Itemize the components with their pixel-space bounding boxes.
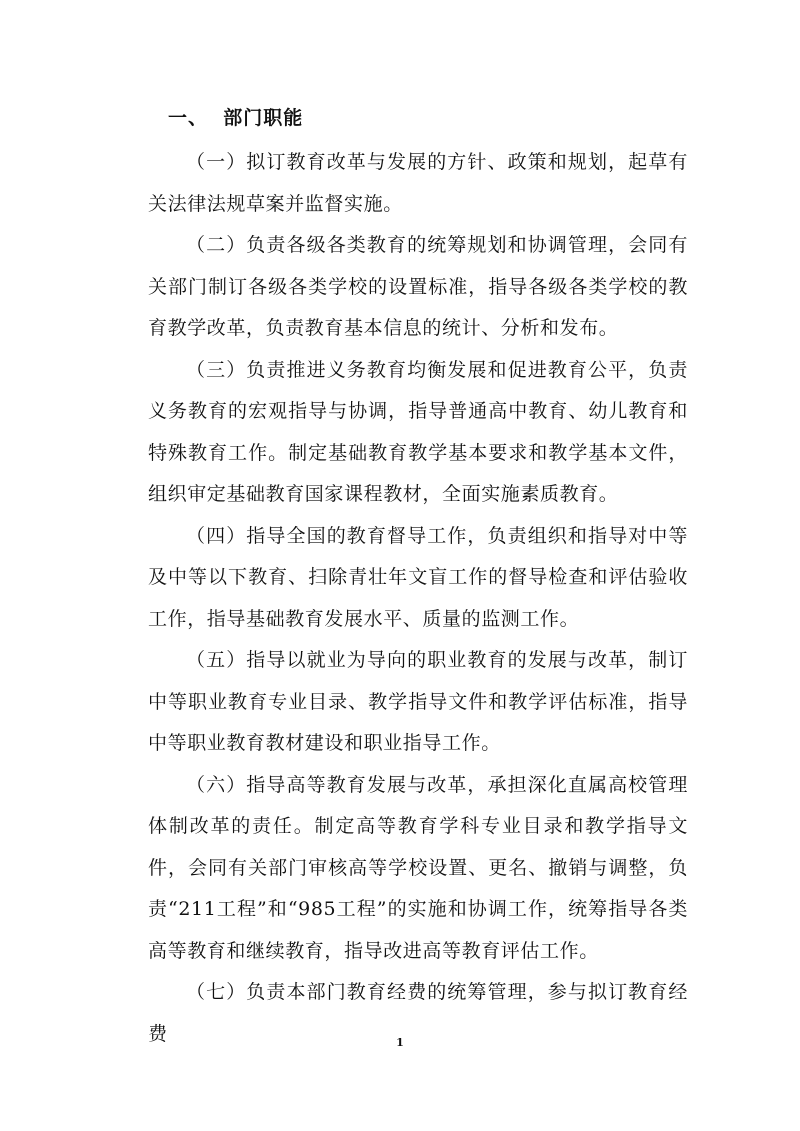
paragraph-2: （二）负责各级各类教育的统筹规划和协调管理，会同有关部门制订各级各类学校的设置标准，指导各级各类学校的教育教学改革，负责教育基本信息的统计、分析和发布。: [148, 234, 688, 339]
paragraph-4: （四）指导全国的教育督导工作，负责组织和指导对中等及中等以下教育、扫除青壮年文盲工作的督导检查和评估验收工作，指导基础教育发展水平、质量的监测工作。: [148, 524, 688, 630]
paragraph-7: （七）负责本部门教育经费的统筹管理，参与拟订教育经费: [148, 981, 688, 1045]
page-number: 1: [396, 1036, 404, 1049]
section-heading: 一、 部门职能: [168, 107, 304, 129]
paragraph-3: （三）负责推进义务教育均衡发展和促进教育公平，负责义务教育的宏观指导与协调，指导普通高中教育、幼儿教育和特殊教育工作。制定基础教育教学基本要求和教学基本文件，组织审定基础教育国家课程教材，全面实施素质教育。: [148, 358, 688, 505]
paragraph-6: （六）指导高等教育发展与改革，承担深化直属高校管理体制改革的责任。制定高等教育学科专业目录和教学指导文件，会同有关部门审核高等学校设置、更名、撤销与调整，负责“211工程”和“985工程”的实施和协调工作，统筹指导各类高等教育和继续教育，指导改进高等教育评估工作。: [148, 773, 688, 962]
paragraph-5: （五）指导以就业为导向的职业教育的发展与改革，制订中等职业教育专业目录、教学指导文件和教学评估标准，指导中等职业教育教材建设和职业指导工作。: [148, 649, 688, 754]
paragraph-1: （一）拟订教育改革与发展的方针、政策和规划，起草有关法律法规草案并监督实施。: [148, 151, 688, 215]
body-text: [148, 142, 688, 1055]
